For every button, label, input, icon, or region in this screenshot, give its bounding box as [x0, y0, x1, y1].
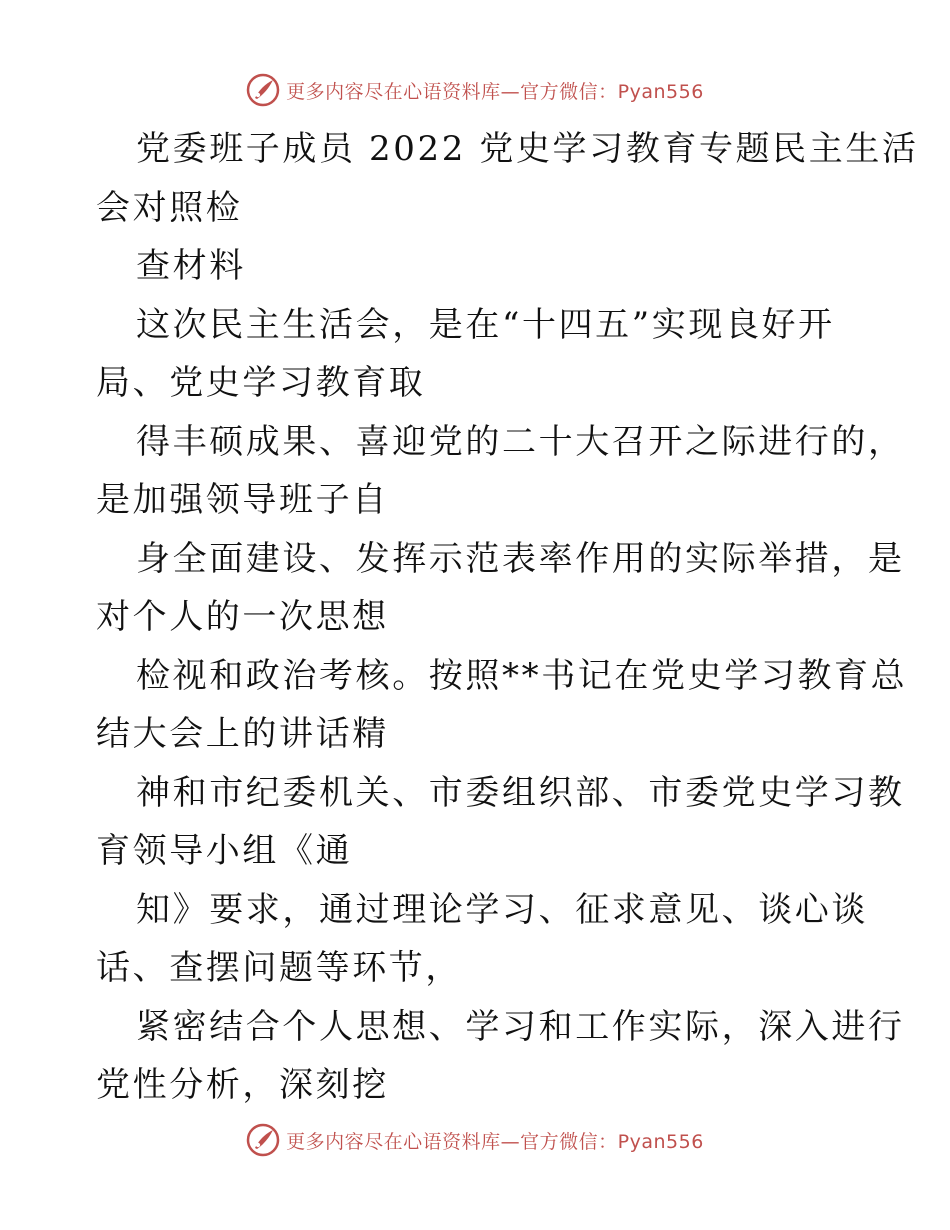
- document-body: [96, 120, 919, 1115]
- body-line: 知》要求，通过理论学习、征求意见、谈心谈: [136, 889, 868, 930]
- footer-banner-text: 更多内容尽在心语资料库—官方微信：Pyan556: [286, 1130, 704, 1153]
- body-line: 身全面建设、发挥示范表率作用的实际举措，是: [136, 538, 905, 579]
- body-line: 这次民主生活会，是在“十四五”实现良好开: [136, 304, 835, 345]
- body-line: 检视和政治考核。按照**书记在党史学习教育总: [136, 655, 908, 696]
- quill-pen-logo-icon: [246, 73, 280, 107]
- body-line: 局、党史学习教育取: [96, 363, 426, 403]
- body-line: 结大会上的讲话精: [96, 714, 389, 754]
- body-line: 是加强领导班子自: [96, 480, 389, 520]
- body-line: 育领导小组《通: [96, 831, 353, 871]
- body-line: 党委班子成员 2022 党史学习教育专题民主生活: [136, 129, 919, 169]
- body-line: 得丰硕成果、喜迎党的二十大召开之际进行的，: [136, 421, 905, 462]
- body-line: 紧密结合个人思想、学习和工作实际，深入进行: [136, 1006, 905, 1047]
- body-line: 话、查摆问题等环节，: [96, 948, 462, 988]
- body-line: 党性分析，深刻挖: [96, 1065, 389, 1105]
- body-line: 对个人的一次思想: [96, 597, 389, 637]
- body-line: 神和市纪委机关、市委组织部、市委党史学习教: [136, 772, 905, 813]
- quill-pen-logo-icon: [246, 1123, 280, 1157]
- header-banner-text: 更多内容尽在心语资料库—官方微信：Pyan556: [286, 80, 704, 103]
- body-line: 查材料: [136, 246, 246, 286]
- body-line: 会对照检: [96, 187, 243, 228]
- header-banner: [0, 70, 950, 110]
- footer-banner: [0, 1120, 950, 1160]
